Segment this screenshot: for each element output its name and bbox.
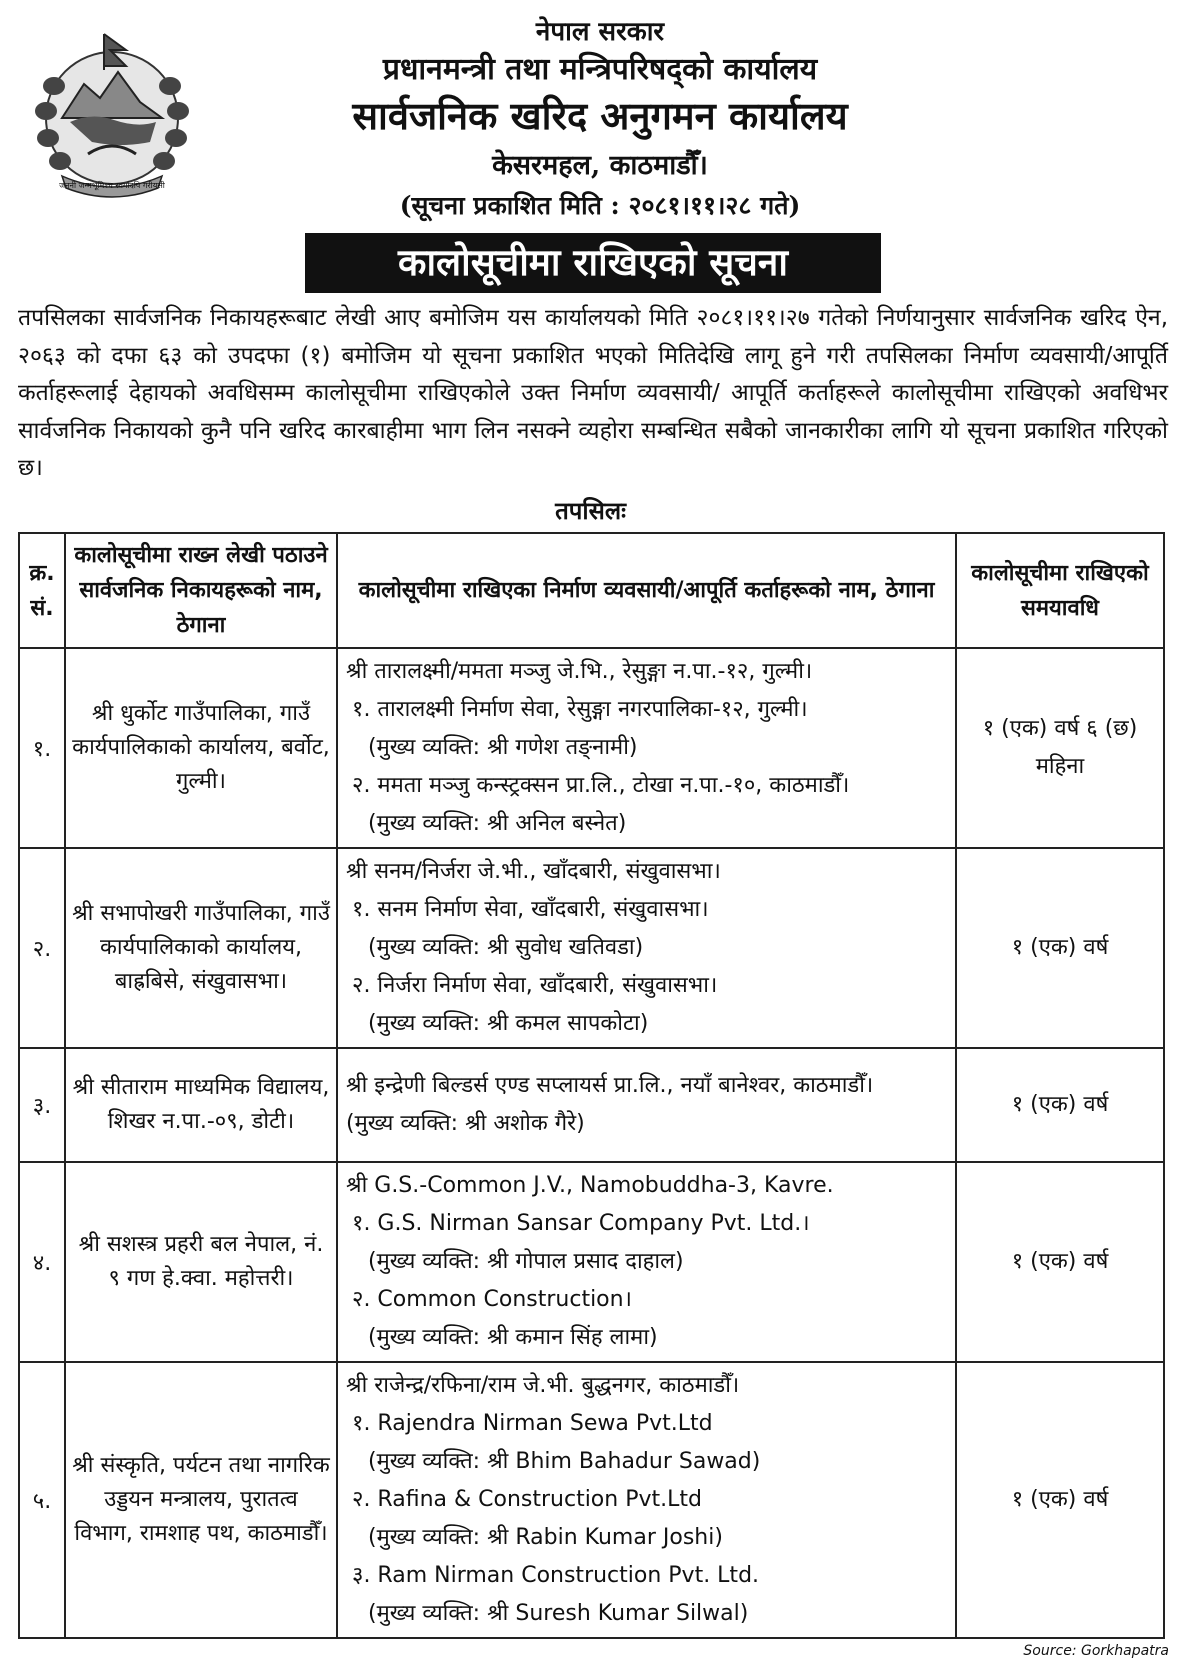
row-period: १ (एक) वर्ष bbox=[956, 1162, 1164, 1362]
firm-line: (मुख्य व्यक्ति: श्री Suresh Kumar Silwal) bbox=[368, 1601, 749, 1626]
header-blacklisted-firms: कालोसूचीमा राखिएका निर्माण व्यवसायी/आपूर्ति कर्ताहरूको नाम, ठेगाना bbox=[337, 533, 956, 648]
firm-line: श्री G.S.-Common J.V., Namobuddha-3, Kavre. bbox=[346, 1173, 834, 1198]
row-firms bbox=[337, 648, 956, 848]
publish-date: (सूचना प्रकाशित मिति : २०८१।११।२८ गते) bbox=[399, 191, 801, 220]
row-sn: ५. bbox=[19, 1362, 65, 1638]
table-row bbox=[19, 1162, 1164, 1362]
table-row bbox=[19, 1048, 1164, 1162]
row-public-body: श्री संस्कृति, पर्यटन तथा नागरिक उड्डयन मन्त्रालय, पुरातत्व विभाग, रामशाह पथ, काठमाडौँ। bbox=[65, 1362, 337, 1638]
row-firms bbox=[337, 1362, 956, 1638]
row-period: १ (एक) वर्ष ६ (छ) महिना bbox=[956, 648, 1164, 848]
firm-line: २. Common Construction। bbox=[352, 1287, 632, 1312]
firm-line: (मुख्य व्यक्ति: श्री कमल सापकोटा) bbox=[368, 1011, 649, 1036]
firm-line: श्री सनम/निर्जरा जे.भी., खाँदबारी, संखुवासभा। bbox=[346, 859, 721, 884]
row-period: १ (एक) वर्ष bbox=[956, 848, 1164, 1048]
firm-line: १. तारालक्ष्मी निर्माण सेवा, रेसुङ्गा नगरपालिका-१२, गुल्मी। bbox=[352, 697, 808, 722]
table-row bbox=[19, 848, 1164, 1048]
row-public-body: श्री धुर्कोट गाउँपालिका, गाउँ कार्यपालिकाको कार्यालय, बर्वोट, गुल्मी। bbox=[65, 648, 337, 848]
firm-line: (मुख्य व्यक्ति: श्री अनिल बस्नेत) bbox=[368, 811, 627, 836]
row-sn: २. bbox=[19, 848, 65, 1048]
row-sn: १. bbox=[19, 648, 65, 848]
source-credit: Source: Gorkhapatra bbox=[1023, 1643, 1169, 1659]
letterhead bbox=[260, 14, 940, 226]
header-period: कालोसूचीमा राखिएको समयावधि bbox=[956, 533, 1164, 648]
firm-line: श्री तारालक्ष्मी/ममता मञ्जु जे.भि., रेसुङ्गा न.पा.-१२, गुल्मी। bbox=[346, 659, 813, 684]
schedule-label: तपसिलः bbox=[555, 497, 626, 525]
firm-line: (मुख्य व्यक्ति: श्री कमान सिंह लामा) bbox=[368, 1325, 658, 1350]
row-firms bbox=[337, 1162, 956, 1362]
intro-paragraph: तपसिलका सार्वजनिक निकायहरूबाट लेखी आए बमोजिम यस कार्यालयको मिति २०८१।११।२७ गतेको निर्णयानुसार सार्वजनिक खरिद ऐन, २०६३ को दफा ६३ को उपदफा (१) बमोजिम यो सूचना प्रकाशित भएको मितिदेखि लागू हुने गरी तपसिलका निर्माण व्यवसायी/आपूर्ति कर्ताहरूलाई देहायको अवधिसम्म कालोसूचीमा राखिएकोले उक्त निर्माण व्यवसायी/ आपूर्ति कर्ताहरूले कालोसूचीमा राखिएको अवधिभर सार्वजनिक निकायको कुनै पनि खरिद कारबाहीमा भाग लिन नसक्ने व्यहोरा सम्बन्धित सबैको जानकारीका लागि यो सूचना प्रकाशित गरिएको छ। bbox=[18, 305, 1168, 481]
row-public-body: श्री सीताराम माध्यमिक विद्यालय, शिखर न.पा.-०९, डोटी। bbox=[65, 1048, 337, 1162]
firm-line: ३. Ram Nirman Construction Pvt. Ltd. bbox=[352, 1563, 760, 1588]
nepal-emblem-icon bbox=[22, 26, 202, 201]
header-sn: क्र. सं. bbox=[19, 533, 65, 648]
firm-line: २. Rafina & Construction Pvt.Ltd bbox=[352, 1487, 702, 1512]
government-name: नेपाल सरकार bbox=[535, 17, 665, 47]
office-name: प्रधानमन्त्री तथा मन्त्रिपरिषद्को कार्यालय bbox=[382, 52, 818, 87]
firm-line: (मुख्य व्यक्ति: श्री गणेश तङ्नामी) bbox=[368, 735, 638, 760]
firm-line: (मुख्य व्यक्ति: श्री Rabin Kumar Joshi) bbox=[368, 1525, 723, 1550]
row-firms bbox=[337, 848, 956, 1048]
firm-line: (मुख्य व्यक्ति: श्री सुवोध खतिवडा) bbox=[368, 935, 644, 960]
table-row bbox=[19, 1362, 1164, 1638]
table-header-row bbox=[19, 533, 1164, 648]
firm-line: (मुख्य व्यक्ति: श्री Bhim Bahadur Sawad) bbox=[368, 1449, 761, 1474]
row-public-body: श्री सभापोखरी गाउँपालिका, गाउँ कार्यपालिकाको कार्यालय, बाह्रबिसे, संखुवासभा। bbox=[65, 848, 337, 1048]
firm-line: (मुख्य व्यक्ति: श्री गोपाल प्रसाद दाहाल) bbox=[368, 1249, 684, 1274]
firm-line: (मुख्य व्यक्ति: श्री अशोक गैरे) bbox=[346, 1111, 585, 1136]
department-name: सार्वजनिक खरिद अनुगमन कार्यालय bbox=[352, 93, 848, 138]
firm-line: १. Rajendra Nirman Sewa Pvt.Ltd bbox=[352, 1411, 713, 1436]
row-firms bbox=[337, 1048, 956, 1162]
firm-line: २. ममता मञ्जु कन्स्ट्रक्सन प्रा.लि., टोखा न.पा.-१०, काठमाडौँ। bbox=[352, 773, 850, 798]
row-sn: ३. bbox=[19, 1048, 65, 1162]
firm-line: १. G.S. Nirman Sansar Company Pvt. Ltd.। bbox=[352, 1211, 810, 1236]
firm-line: श्री राजेन्द्र/रफिना/राम जे.भी. बुद्धनगर, काठमाडौँ। bbox=[346, 1373, 740, 1398]
row-sn: ४. bbox=[19, 1162, 65, 1362]
row-public-body: श्री सशस्त्र प्रहरी बल नेपाल, नं. ९ गण हे.क्वा. महोत्तरी। bbox=[65, 1162, 337, 1362]
office-address: केसरमहल, काठमाडौँ। bbox=[492, 150, 708, 181]
notice-title: कालोसूचीमा राखिएको सूचना bbox=[305, 233, 881, 293]
firm-line: २. निर्जरा निर्माण सेवा, खाँदबारी, संखुवासभा। bbox=[352, 973, 718, 998]
row-period: १ (एक) वर्ष bbox=[956, 1048, 1164, 1162]
row-period: १ (एक) वर्ष bbox=[956, 1362, 1164, 1638]
header-public-body: कालोसूचीमा राख्न लेखी पठाउने सार्वजनिक निकायहरूको नाम, ठेगाना bbox=[65, 533, 337, 648]
firm-line: श्री इन्द्रेणी बिल्डर्स एण्ड सप्लायर्स प्रा.लि., नयाँ बानेश्वर, काठमाडौँ। bbox=[346, 1073, 874, 1098]
blacklist-table bbox=[18, 532, 1165, 1639]
svg-text:जननी जन्मभूमिश्च स्वर्गादपि गर: जननी जन्मभूमिश्च स्वर्गादपि गरीयसी bbox=[59, 181, 165, 190]
table-row bbox=[19, 648, 1164, 848]
firm-line: १. सनम निर्माण सेवा, खाँदबारी, संखुवासभा। bbox=[352, 897, 709, 922]
